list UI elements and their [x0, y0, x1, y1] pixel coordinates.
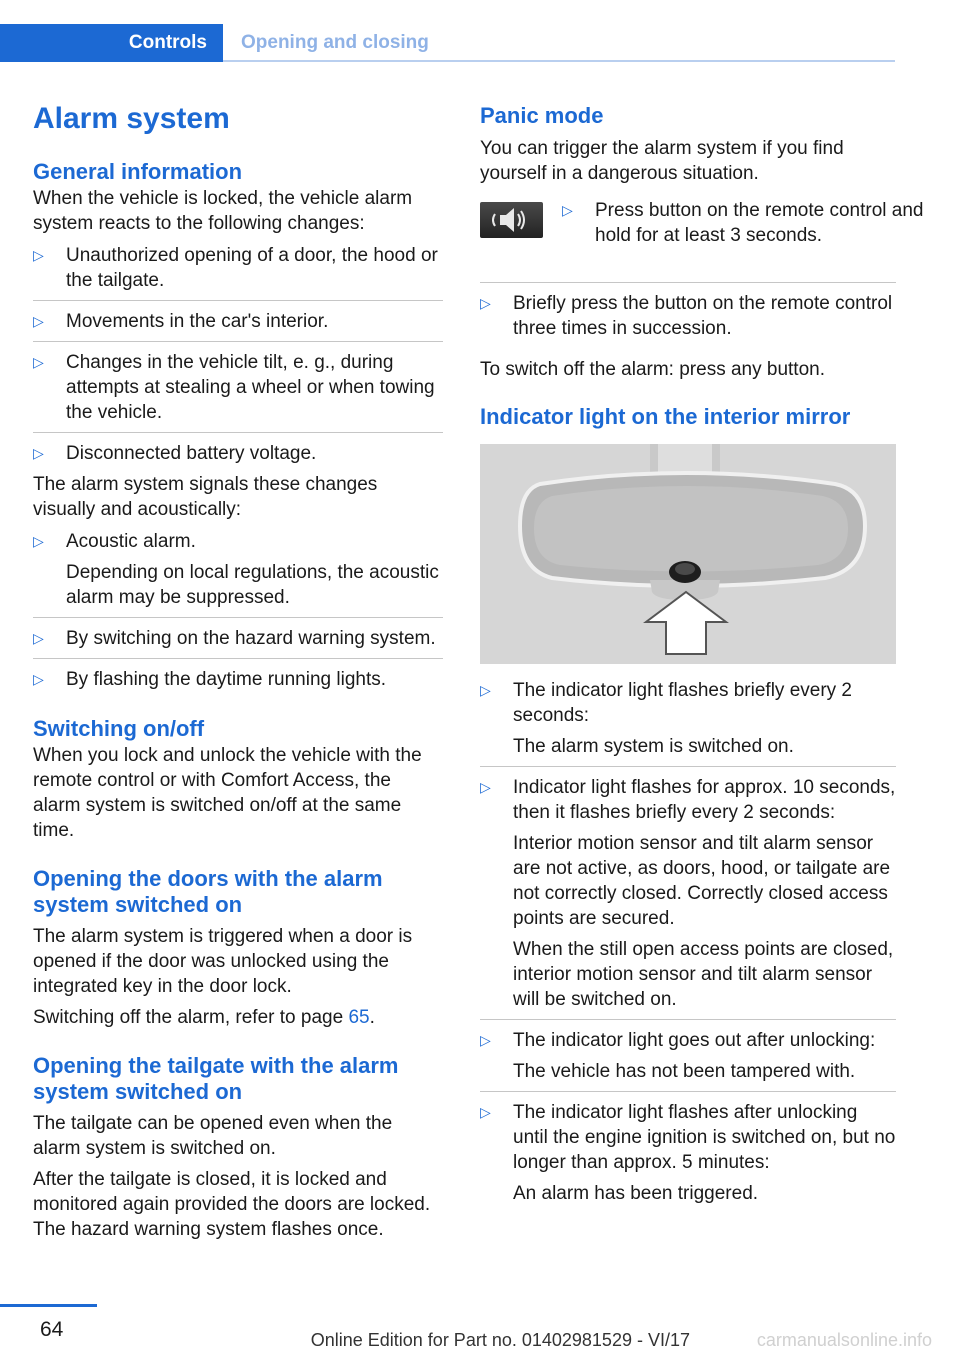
list-item: ▷ Movements in the car's interior.: [33, 311, 329, 332]
list-item: ▷ By switching on the hazard warning system.: [33, 628, 436, 649]
list-item: ▷ The indicator light goes out after unlocking: The vehicle has not been tampered with.: [480, 1028, 896, 1084]
list-divider: [33, 658, 443, 659]
page-title: Alarm system: [33, 102, 230, 135]
list-divider: [33, 341, 443, 342]
panic-switch-off: To switch off the alarm: press any button.: [480, 359, 825, 380]
signals-list: [33, 529, 443, 692]
list-item-note: An alarm has been triggered.: [513, 1183, 759, 1204]
list-item: ▷ The indicator light flashes briefly every 2 seconds: The alarm system is switched on.: [480, 678, 896, 759]
heading-opening-tailgate: Opening the tailgate with the alarm system switched on: [33, 1053, 399, 1104]
list-item: ▷ Indicator light flashes for approx. 10 seconds, then it flashes briefly every 2 seconds: Interior motion sensor and tilt alarm sensor are not active, as doors, hood, or tailgate are not correctly closed. Correctly closed access points are secured. When the still open access points are closed, interior motion sensor and tilt alarm sensor will be switched on.: [480, 777, 896, 1010]
signals-intro: The alarm system signals these changes visually and acoustically:: [33, 474, 378, 520]
list-divider: [480, 282, 896, 283]
bullet-triangle-icon: ▷: [33, 247, 44, 263]
bullet-triangle-icon: ▷: [33, 354, 44, 370]
watermark: carmanualsonline.info: [756, 1330, 932, 1350]
header-divider: [223, 60, 895, 62]
list-item: ▷ The indicator light flashes after unlocking until the engine ignition is switched on, but no longer than approx. 5 minutes: An alarm has been triggered.: [480, 1102, 896, 1204]
list-item-note: Interior motion sensor and tilt alarm sensor are not active, as doors, hood, or tailgate are not correctly closed. Correctly closed access points are secured.: [513, 833, 891, 929]
tailgate-text-1: The tailgate can be opened even when the alarm system is switched on.: [33, 1113, 393, 1159]
heading-opening-doors: Opening the doors with the alarm system switched on: [33, 866, 383, 917]
bullet-triangle-icon: ▷: [33, 313, 44, 329]
interior-mirror-image: [480, 444, 896, 664]
list-item: ▷ Briefly press the button on the remote control three times in succession.: [480, 293, 893, 339]
bullet-triangle-icon: ▷: [33, 533, 44, 549]
list-item-note: When the still open access points are closed, interior motion sensor and tilt alarm sensor will be switched on.: [513, 939, 894, 1010]
bullet-triangle-icon: ▷: [480, 779, 491, 795]
page-header: [0, 24, 895, 62]
bullet-triangle-icon: ▷: [33, 630, 44, 646]
list-item: ▷ Press button on the remote control and hold for at least 3 seconds.: [562, 200, 924, 246]
heading-switching-on-off: Switching on/off: [33, 716, 205, 741]
list-divider: [33, 300, 443, 301]
list-item: ▷ Acoustic alarm. Depending on local regulations, the acoustic alarm may be suppressed.: [33, 529, 443, 610]
doors-text: The alarm system is triggered when a door is opened if the door was unlocked using the integrated key in the door lock.: [33, 926, 413, 997]
bullet-triangle-icon: ▷: [33, 671, 44, 687]
page-reference-link[interactable]: 65: [348, 1007, 370, 1028]
bullet-triangle-icon: ▷: [33, 445, 44, 461]
bullet-triangle-icon: ▷: [562, 202, 573, 218]
changes-list: [33, 243, 443, 466]
list-item-note: The vehicle has not been tampered with.: [513, 1061, 856, 1082]
footer-rule: [0, 1304, 97, 1307]
heading-panic-mode: Panic mode: [480, 103, 604, 128]
bullet-triangle-icon: ▷: [480, 682, 491, 698]
panic-intro: You can trigger the alarm system if you find yourself in a dangerous situation.: [480, 138, 844, 184]
list-divider: [33, 617, 443, 618]
panic-instruction-row: [480, 198, 924, 282]
list-divider: [480, 766, 896, 767]
list-divider: [480, 1019, 896, 1020]
tailgate-text-2: After the tailgate is closed, it is locked and monitored again provided the doors are locked. The hazard warning system flashes once.: [33, 1169, 431, 1240]
indicator-list: [480, 678, 896, 1206]
bullet-triangle-icon: ▷: [480, 295, 491, 311]
list-item: ▷ Disconnected battery voltage.: [33, 443, 317, 464]
list-item: ▷ By flashing the daytime running lights.: [33, 669, 387, 690]
general-intro: When the vehicle is locked, the vehicle alarm system reacts to the following changes:: [33, 188, 413, 234]
list-item-note: Depending on local regulations, the acoustic alarm may be suppressed.: [66, 562, 439, 608]
list-item: ▷ Unauthorized opening of a door, the hood or the tailgate.: [33, 245, 438, 291]
heading-indicator-light: Indicator light on the interior mirror: [480, 404, 851, 429]
edition-text: Online Edition for Part no. 01402981529 - VI/17: [310, 1330, 690, 1350]
list-item-note: The alarm system is switched on.: [513, 736, 794, 757]
tab-opening-and-closing[interactable]: Opening and closing: [241, 32, 429, 53]
bullet-triangle-icon: ▷: [480, 1032, 491, 1048]
doors-reference: Switching off the alarm, refer to page 65.: [33, 1007, 375, 1028]
speaker-icon: [480, 202, 543, 238]
list-divider: [33, 432, 443, 433]
list-divider: [480, 1091, 896, 1092]
bullet-triangle-icon: ▷: [480, 1104, 491, 1120]
right-column: [480, 103, 924, 1206]
heading-general-information: General information: [33, 159, 243, 184]
page-number: 64: [40, 1318, 64, 1341]
tab-controls[interactable]: Controls: [0, 24, 223, 62]
switching-text: When you lock and unlock the vehicle with the remote control or with Comfort Access, the alarm system is switched on/off at the same time.: [33, 745, 422, 841]
list-item: ▷ Changes in the vehicle tilt, e. g., during attempts at stealing a wheel or when towing the vehicle.: [33, 352, 435, 423]
left-column: [33, 100, 443, 1242]
